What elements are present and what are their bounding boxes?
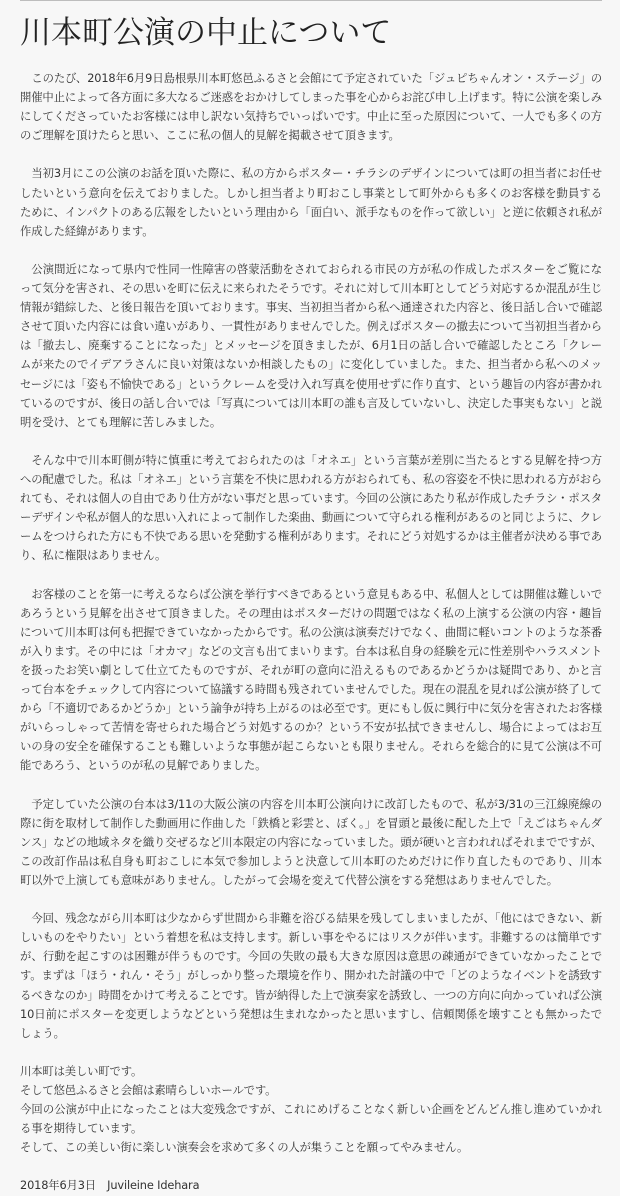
signature-date-author: 2018年6月3日 Juvileine Idehara xyxy=(20,1178,200,1193)
closing-line: 川本町は美しい町です。 xyxy=(20,1063,143,1078)
top-divider xyxy=(20,0,602,1)
page-title: 川本町公演の中止について xyxy=(20,15,392,51)
closing-line: そして悠邑ふるさと会館は素晴らしいホールです。 xyxy=(20,1082,277,1097)
paragraph-script: 予定していた公演の台本は3/11の大阪公演の内容を川本町公演向けに改訂したもので、私が3/31の三江線廃線の際に街を取材して制作した動画用に作曲した「鉄橋と彩雲と、ぼく。」を冒頭と最後に配した上で「えごはちゃんダンス」などの地域ネタを織り交ぜるなど川本限定の内容になっていました。頭が硬いと言われればそれまでですが、この改訂作品は私自身も町おこしに本気で参加しようと決意して川本町のためだけに作り直したものであり、川本町以外で上演しても意味がありません。したがって会場を変えて代替公演をする発想はありませんでした。 xyxy=(20,796,602,887)
paragraph-lessons: 今回、残念ながら川本町は少なからず世間から非難を浴びる結果を残してしまいましたが、「他にはできない、新しいものをやりたい」という着想を私は支持します。新しい事をやるにはリスクが伴います。非難するのは簡単ですが、行動を起こすのは困難が伴うものです。今回の失敗の最も大きな原因は意思の疎通ができていなかったことです。まずは「ほう・れん・そう」がしっかり整った環境を作り、開かれた討議の中で「どのようなイベントを誘致するべきなのか」時間をかけて考えることです。皆が納得した上で演奏家を誘致し、一つの方向に向かっていれば公演10日前にポスターを変更しようなどという発想は生まれなかったと思いますし、信頼関係を壊すことも無かったでしょう。 xyxy=(20,911,602,1040)
paragraph-apology: このたび、2018年6月9日島根県川本町悠邑ふるさと会館にて予定されていた「ジュピちゃんオン・ステージ」の開催中止によって各方面に多大なるご迷惑をおかけしてしまった事を心からお詫び申し上げます。特に公演を楽しみにしてくださっていたお客様には申し訳ない気持ちでいっぱいです。中止に至った原因について、一人でも多くの方のご理解を頂けたらと思い、ここに私の個人的見解を掲載させて頂きます。 xyxy=(20,71,602,143)
paragraph-onee-term: そんな中で川本町側が特に慎重に考えておられたのは「オネエ」という言葉が差別に当たるとする見解を持つ方への配慮でした。私は「オネエ」という言葉を不快に思われる方がおられても、私の容姿を不快に思われる方がおられても、それは個人の自由であり仕方がない事だと思っています。今回の公演にあたり私が作成したチラシ・ポスターデザインや私が個人的な思い入れによって制作した楽曲、動画について守られる権利があるのと同じように、クレームをつけられた方にも不快である思いを発動する権利があります。それにどう対処するかは主催者が決める事であり、私に権限はありません。 xyxy=(20,452,602,563)
paragraph-complaint: 公演間近になって県内で性同一性障害の啓蒙活動をされておられる市民の方が私の作成したポスターをご覧になって気分を害され、その思いを町に伝えに来られたそうです。それに対して川本町としてどう対応するか混乱が生じ情報が錯綜した、と後日報告を頂いております。事実、当初担当者から私へ通達された内容と、後日話し合いで確認させて頂いた内容には食い違いがあり、一貫性がありませんでした。例えばポスターの撤去について当初担当者からは「撤去し、廃棄することになった」とメッセージを頂きましたが、6月1日の話し合いで確認したところ「クレームが来たのでイデアラさんに良い対策はないか相談したもの」に変化していました。また、担当者から私へのメッセージには「姿も不愉快である」というクレームを受け入れ写真を使用せずに作り直す、という趣旨の内容が書かれているのですが、後日の話し合いでは「写真については川本町の誰も言及していないし、決定した事実もない」と説明を受け、とても理解に苦しみました。 xyxy=(20,261,602,429)
closing-line: 今回の公演が中止になったことは大変残念ですが、これにめげることなく新しい企画をどんどん推し進めていかれる事を期待しています。 xyxy=(20,1102,602,1136)
paragraph-poster-request: 当初3月にこの公演のお話を頂いた際に、私の方からポスター・チラシのデザインについては町の担当者にお任せしたいという意向を伝えておりました。しかし担当者より町おこし事業として町外からも多くのお客様を動員するために、インパクトのある広報をしたいという理由から「面白い、派手なものを作って欲しい」と逆に依頼され私が作成した経緯があります。 xyxy=(20,166,602,238)
closing-line: そして、この美しい街に楽しい演奏会を求めて多くの人が集うことを願ってやみません。 xyxy=(20,1140,469,1155)
article-body xyxy=(20,69,602,1196)
paragraph-decision: お客様のことを第一に考えるならば公演を挙行すべきであるという意見もある中、私個人としては開催は難しいであろうという見解を出させて頂きました。その理由はポスターだけの問題ではなく私の上演する公演の内容・趣旨について川本町は何も把握できていなかったからです。私の公演は演奏だけでなく、曲間に軽いコントのような茶番が入ります。その中には「オカマ」などの文言も出てまいります。台本は私自身の経験を元に性差別やハラスメントを扱ったお笑い劇として仕立てたものですが、それが町の意向に沿えるものであるかどうかは疑問であり、かと言って台本をチェックして内容について協議する時間も残されていませんでした。現在の混乱を見れば公演が終了してから「不適切であるかどうか」という論争が持ち上がるのは必至です。更にもし仮に興行中に気分を害されたお客様がいらっしゃって苦情を寄せられた場合どう対処するのか？という不安が払拭できませんし、場合によってはお互いの身の安全を確保することも難しいような事態が起こらないとも限りません。それらを総合的に見て公演は不可能であろう、というのが私の見解でありました。 xyxy=(20,586,602,773)
closing-message xyxy=(20,1062,602,1157)
